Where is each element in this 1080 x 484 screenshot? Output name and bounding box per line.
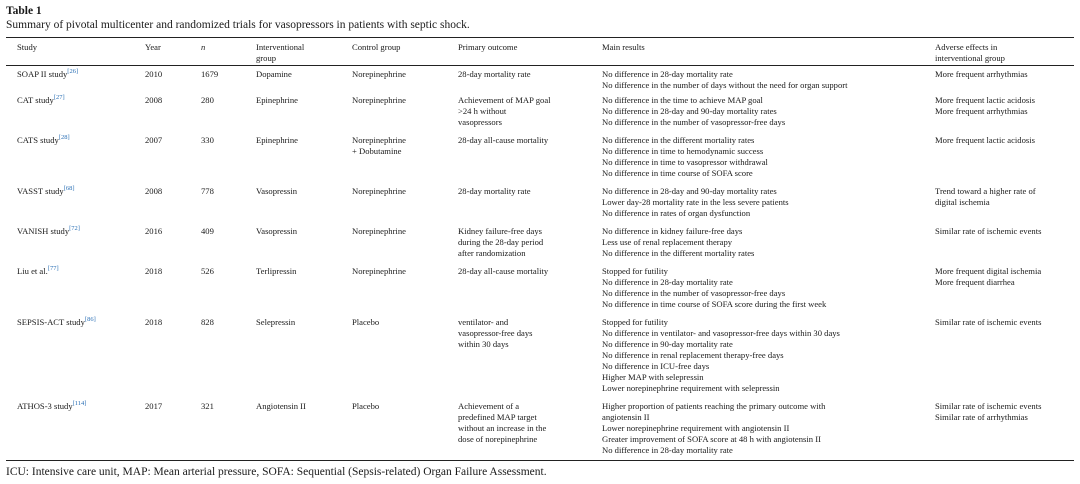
table-row	[6, 92, 1074, 132]
study-cell	[17, 266, 145, 277]
adverse-effects-line: More frequent lactic acidosis	[935, 135, 1035, 145]
interventional-cell	[256, 401, 348, 412]
study-name: VANISH study	[17, 226, 70, 236]
table-header	[6, 38, 1074, 65]
primary-outcome-line: 28-day mortality rate	[458, 186, 531, 196]
primary-outcome-cell	[458, 135, 600, 146]
table-row	[6, 183, 1074, 223]
n-cell: 526	[201, 266, 214, 276]
control-line: Placebo	[352, 401, 380, 411]
study-cell	[17, 186, 145, 197]
main-results-cell	[602, 401, 932, 456]
main-results-line: No difference in rates of organ dysfunction	[602, 208, 751, 218]
interventional-cell	[256, 95, 348, 106]
study-name: CATS study	[17, 135, 59, 145]
control-cell	[352, 401, 457, 412]
table-body	[6, 66, 1074, 460]
main-results-line: No difference in time course of SOFA score during the first week	[602, 299, 827, 309]
control-cell	[352, 317, 457, 328]
primary-outcome-line: vasopressors	[458, 117, 502, 127]
primary-outcome-line: Kidney failure-free days	[458, 226, 542, 236]
adverse-effects-line: More frequent arrhythmias	[935, 106, 1028, 116]
main-results-cell	[602, 186, 932, 219]
primary-outcome-cell	[458, 317, 600, 350]
main-results-line: No difference in the number of days without the need for organ support	[602, 80, 848, 90]
adverse-effects-cell	[935, 226, 1075, 237]
table-bottom-rule	[6, 460, 1074, 461]
main-results-line: Less use of renal replacement therapy	[602, 237, 733, 247]
main-results-line: No difference in the different mortality rates	[602, 248, 755, 258]
control-line: Norepinephrine	[352, 186, 406, 196]
main-results-line: No difference in the time to achieve MAP goal	[602, 95, 763, 105]
table-row	[6, 132, 1074, 183]
adverse-effects-line: Similar rate of ischemic events	[935, 317, 1042, 327]
main-results-line: No difference in ventilator- and vasopressor-free days within 30 days	[602, 328, 840, 338]
control-line: Norepinephrine	[352, 95, 406, 105]
table-row	[6, 398, 1074, 460]
table-row	[6, 314, 1074, 398]
main-results-cell	[602, 135, 932, 179]
adverse-effects-line: More frequent lactic acidosis	[935, 95, 1035, 105]
header-adverse-line: interventional group	[935, 53, 1005, 63]
n-cell: 409	[201, 226, 214, 236]
main-results-line: Greater improvement of SOFA score at 48 h with angiotensin II	[602, 434, 821, 444]
primary-outcome-line: >24 h without	[458, 106, 507, 116]
header-year: Year	[145, 42, 161, 52]
header-interventional-line: Interventional	[256, 42, 305, 52]
adverse-effects-cell	[935, 135, 1075, 146]
year-cell: 2016	[145, 226, 163, 236]
adverse-effects-line: Similar rate of arrhythmias	[935, 412, 1028, 422]
interventional-line: Dopamine	[256, 69, 292, 79]
main-results-line: No difference in time course of SOFA score	[602, 168, 753, 178]
n-cell: 321	[201, 401, 214, 411]
year-cell: 2010	[145, 69, 163, 79]
table-row	[6, 66, 1074, 92]
primary-outcome-cell	[458, 95, 600, 128]
primary-outcome-cell	[458, 186, 600, 197]
primary-outcome-line: 28-day all-cause mortality	[458, 135, 549, 145]
main-results-line: Higher MAP with selepressin	[602, 372, 704, 382]
header-adverse-line: Adverse effects in	[935, 42, 998, 52]
primary-outcome-line: during the 28-day period	[458, 237, 544, 247]
main-results-line: No difference in time to vasopressor withdrawal	[602, 157, 768, 167]
primary-outcome-line: 28-day all-cause mortality	[458, 266, 549, 276]
interventional-line: Terlipressin	[256, 266, 297, 276]
main-results-line: Lower norepinephrine requirement with angiotensin II	[602, 423, 790, 433]
main-results-line: Stopped for futility	[602, 266, 668, 276]
header-interventional-line: group	[256, 53, 277, 63]
main-results-line: No difference in 28-day mortality rate	[602, 69, 733, 79]
adverse-effects-cell	[935, 186, 1075, 208]
adverse-effects-cell	[935, 95, 1075, 117]
main-results-cell	[602, 95, 932, 128]
main-results-line: Lower norepinephrine requirement with selepressin	[602, 383, 780, 393]
main-results-line: No difference in kidney failure-free days	[602, 226, 743, 236]
header-n: n	[201, 42, 206, 52]
citation-link[interactable]: [77]	[47, 265, 59, 273]
citation-link[interactable]: [26]	[67, 68, 79, 76]
adverse-effects-cell	[935, 266, 1075, 288]
control-line: Norepinephrine	[352, 135, 406, 145]
table-row	[6, 263, 1074, 314]
primary-outcome-line: ventilator- and	[458, 317, 509, 327]
control-cell	[352, 266, 457, 277]
control-cell	[352, 226, 457, 237]
study-cell	[17, 135, 145, 146]
main-results-line: Stopped for futility	[602, 317, 668, 327]
interventional-line: Angiotensin II	[256, 401, 306, 411]
adverse-effects-cell	[935, 317, 1075, 328]
interventional-cell	[256, 317, 348, 328]
study-name: VASST study	[17, 186, 64, 196]
year-cell: 2017	[145, 401, 163, 411]
interventional-line: Epinephrine	[256, 135, 298, 145]
study-cell	[17, 69, 145, 80]
primary-outcome-cell	[458, 69, 600, 80]
citation-link[interactable]: [28]	[58, 134, 70, 142]
adverse-effects-line: Similar rate of ischemic events	[935, 401, 1042, 411]
primary-outcome-line: predefined MAP target	[458, 412, 537, 422]
main-results-line: No difference in 28-day and 90-day mortality rates	[602, 106, 777, 116]
primary-outcome-line: vasopressor-free days	[458, 328, 533, 338]
header-main: Main results	[602, 42, 645, 52]
citation-link[interactable]: [86]	[84, 316, 96, 324]
primary-outcome-line: without an increase in the	[458, 423, 547, 433]
primary-outcome-line: within 30 days	[458, 339, 509, 349]
interventional-cell	[256, 266, 348, 277]
n-cell: 778	[201, 186, 214, 196]
primary-outcome-line: 28-day mortality rate	[458, 69, 531, 79]
main-results-line: No difference in 28-day mortality rate	[602, 445, 733, 455]
study-cell	[17, 95, 145, 106]
interventional-cell	[256, 226, 348, 237]
adverse-effects-line: More frequent arrhythmias	[935, 69, 1028, 79]
main-results-line: No difference in renal replacement therapy-free days	[602, 350, 784, 360]
interventional-cell	[256, 135, 348, 146]
interventional-cell	[256, 69, 348, 80]
primary-outcome-line: Achievement of a	[458, 401, 520, 411]
main-results-line: angiotensin II	[602, 412, 650, 422]
main-results-line: No difference in 28-day mortality rate	[602, 277, 733, 287]
adverse-effects-line: Similar rate of ischemic events	[935, 226, 1042, 236]
interventional-line: Vasopressin	[256, 186, 298, 196]
year-cell: 2008	[145, 186, 163, 196]
citation-link[interactable]: [72]	[69, 225, 80, 233]
adverse-effects-cell	[935, 401, 1075, 423]
study-name: SEPSIS-ACT study	[17, 317, 85, 327]
control-line: + Dobutamine	[352, 146, 402, 156]
study-name: SOAP II study	[17, 69, 68, 79]
citation-link[interactable]: [114]	[72, 400, 87, 408]
interventional-line: Selepressin	[256, 317, 296, 327]
citation-link[interactable]: [68]	[63, 185, 75, 193]
table-label: Table 1	[6, 5, 42, 17]
control-line: Norepinephrine	[352, 226, 406, 236]
main-results-line: No difference in 90-day mortality rate	[602, 339, 733, 349]
year-cell: 2018	[145, 317, 163, 327]
control-cell	[352, 186, 457, 197]
citation-link[interactable]: [27]	[53, 94, 65, 102]
study-name: Liu et al.	[17, 266, 48, 276]
control-line: Placebo	[352, 317, 380, 327]
year-cell: 2008	[145, 95, 163, 105]
year-cell: 2007	[145, 135, 163, 145]
n-cell: 280	[201, 95, 214, 105]
year-cell: 2018	[145, 266, 163, 276]
study-cell	[17, 226, 145, 237]
primary-outcome-line: Achievement of MAP goal	[458, 95, 551, 105]
study-cell	[17, 401, 145, 412]
control-cell	[352, 135, 457, 157]
main-results-line: No difference in the different mortality rates	[602, 135, 755, 145]
control-line: Norepinephrine	[352, 69, 406, 79]
main-results-line: No difference in 28-day and 90-day mortality rates	[602, 186, 777, 196]
adverse-effects-cell	[935, 69, 1075, 80]
header-study: Study	[17, 42, 38, 52]
n-cell: 828	[201, 317, 214, 327]
main-results-cell	[602, 69, 932, 91]
table-figure	[6, 0, 1074, 479]
main-results-line: No difference in time to hemodynamic success	[602, 146, 764, 156]
main-results-line: No difference in the number of vasopressor-free days	[602, 288, 786, 298]
study-name: ATHOS-3 study	[17, 401, 73, 411]
header-adverse	[935, 42, 1075, 64]
primary-outcome-cell	[458, 226, 600, 259]
main-results-line: No difference in the number of vasopressor-free days	[602, 117, 786, 127]
n-cell: 330	[201, 135, 214, 145]
adverse-effects-line: More frequent diarrhea	[935, 277, 1015, 287]
header-primary: Primary outcome	[458, 42, 518, 52]
table-row	[6, 223, 1074, 263]
study-cell	[17, 317, 145, 328]
main-results-cell	[602, 266, 932, 310]
main-results-line: No difference in ICU-free days	[602, 361, 710, 371]
interventional-line: Vasopressin	[256, 226, 298, 236]
n-cell: 1679	[201, 69, 219, 79]
header-interventional	[256, 42, 348, 64]
main-results-line: Lower day-28 mortality rate in the less severe patients	[602, 197, 789, 207]
interventional-line: Epinephrine	[256, 95, 298, 105]
primary-outcome-line: dose of norepinephrine	[458, 434, 538, 444]
table-caption: Summary of pivotal multicenter and randomized trials for vasopressors in patients with septic shock.	[6, 19, 470, 31]
main-results-cell	[602, 317, 932, 394]
adverse-effects-line: Trend toward a higher rate of	[935, 186, 1036, 196]
main-results-line: Higher proportion of patients reaching the primary outcome with	[602, 401, 826, 411]
control-cell	[352, 95, 457, 106]
control-line: Norepinephrine	[352, 266, 406, 276]
adverse-effects-line: digital ischemia	[935, 197, 990, 207]
header-control: Control group	[352, 42, 401, 52]
adverse-effects-line: More frequent digital ischemia	[935, 266, 1042, 276]
main-results-cell	[602, 226, 932, 259]
primary-outcome-cell	[458, 401, 600, 445]
primary-outcome-cell	[458, 266, 600, 277]
control-cell	[352, 69, 457, 80]
table-footnote: ICU: Intensive care unit, MAP: Mean arterial pressure, SOFA: Sequential (Sepsis-related) Organ Failure Assessment.	[6, 466, 547, 478]
study-name: CAT study	[17, 95, 54, 105]
interventional-cell	[256, 186, 348, 197]
primary-outcome-line: after randomization	[458, 248, 526, 258]
